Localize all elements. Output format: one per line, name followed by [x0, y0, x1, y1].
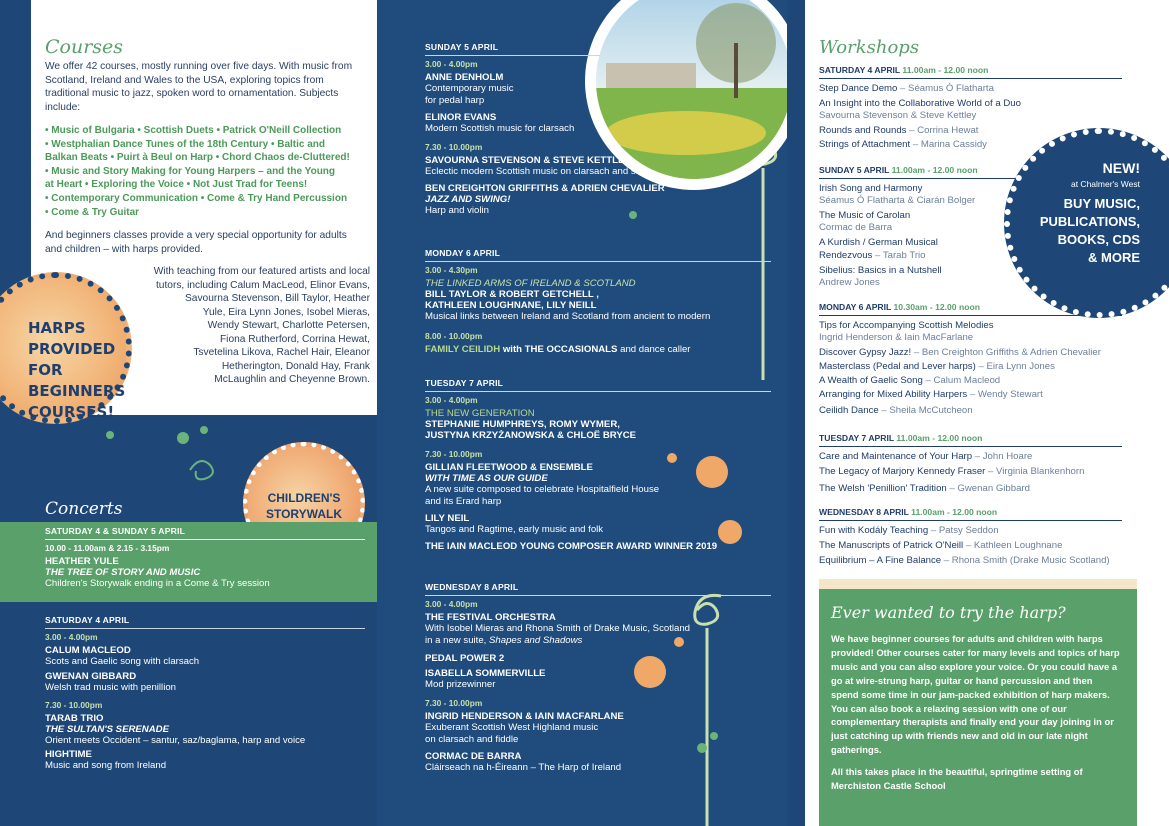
day-label: SUNDAY 5 APRIL	[819, 165, 890, 175]
description: Exuberant Scottish West Highland music	[425, 721, 599, 733]
divider	[819, 520, 1122, 521]
divider	[45, 539, 365, 540]
performer: JUSTYNA KRZYŻANOWSKA & CHLOË BRYCE	[425, 430, 637, 441]
event-name: FAMILY CEILIDH	[425, 344, 501, 356]
new-badge-text	[1020, 160, 1140, 267]
badge-line: & MORE	[1088, 250, 1140, 265]
performance-title: JAZZ AND SWING!	[425, 193, 511, 205]
subject-line: at Heart • Exploring the Voice • Not Just Trad for Teens!	[45, 179, 308, 191]
harps-badge-text	[28, 318, 138, 423]
description: on clarsach and fiddle	[425, 733, 519, 745]
day-heading: MONDAY 6 APRIL	[425, 248, 501, 258]
time: 7.30 - 10.00pm	[425, 697, 483, 708]
concert-saturday	[45, 615, 375, 772]
description: and dance caller	[617, 344, 691, 356]
performer: KATHLEEN LOUGHNANE, LILY NEILL	[425, 300, 597, 311]
performer: BEN CREIGHTON GRIFFITHS & ADRIEN CHEVALIER	[425, 182, 665, 194]
tutor: Andrew Jones	[819, 277, 880, 288]
performer: CALUM MACLEOD	[45, 645, 131, 656]
performer: ANNE DENHOLM	[425, 72, 504, 83]
try-harp-text: We have beginner courses for adults and children with harps provided! Other courses cater for many levels and topics of harp music and you can also explore your voice. Or you could have a go at wire-strung harp, guitar or hand percussion and then spend some time in our jam-packed exhibition of harp makers. You can also book a relaxing session with one of our complementary therapists and finally end your day joining in or just catching up with friends new and old in our late night gatherings.	[831, 633, 1120, 756]
tutor: – Calum Macleod	[922, 375, 1001, 386]
workshop-title: An Insight into the Collaborative World of a Duo	[819, 98, 1021, 109]
suite-title: Shapes and Shadows	[489, 635, 583, 647]
workshop-title: Fun with Kodály Teaching	[819, 525, 929, 536]
workshop-item: Tips for Accompanying Scottish Melodies	[819, 320, 994, 331]
badge-line: COURSES!	[28, 403, 115, 421]
storywalk-badge-text	[243, 490, 365, 522]
time: 7.30 - 10.00pm	[45, 700, 103, 711]
workshop-item: The Music of Carolan	[819, 210, 911, 221]
tutor: – Wendy Stewart	[967, 389, 1043, 400]
description: Welsh trad music with penillion	[45, 682, 176, 694]
workshop-item	[819, 374, 1139, 387]
day-heading	[819, 507, 1149, 517]
performer: GWENAN GIBBARD	[45, 671, 137, 683]
tutor: – Ben Creighton Griffiths & Adrien Chevalier	[911, 347, 1101, 358]
description: Scots and Gaelic song with clarsach	[45, 656, 200, 667]
day-label: WEDNESDAY 8 APRIL	[819, 507, 909, 517]
divider	[45, 628, 365, 629]
tutors-line: Savourna Stevenson, Bill Taylor, Heather	[185, 293, 370, 304]
subject-line: • Music of Bulgaria • Scottish Duets • Patrick O'Neill Collection	[45, 125, 342, 136]
performer: PEDAL POWER 2	[425, 653, 505, 665]
description: Tangos and Ragtime, early music and folk	[425, 524, 604, 536]
workshops-tuesday	[819, 433, 1139, 495]
badge-line: HARPS	[28, 319, 86, 337]
workshop-title: The Welsh 'Penillion' Tradition	[819, 483, 947, 494]
new-label: NEW!	[1102, 160, 1140, 176]
workshop-item	[819, 539, 1149, 552]
description: Children's Storywalk ending in a Come & Try session	[45, 578, 270, 589]
day-heading: SUNDAY 5 APRIL	[425, 42, 499, 52]
divider	[425, 55, 600, 56]
workshop-title: A Wealth of Gaelic Song	[819, 375, 923, 386]
badge-line: CHILDREN'S	[267, 491, 341, 505]
time: 8.00 - 10.00pm	[425, 331, 483, 342]
workshop-title: Step Dance Demo	[819, 83, 898, 94]
beginners-text: And beginners classes provide a very special opportunity for adults and children – with harps provided.	[45, 230, 347, 255]
workshop-title: Masterclass (Pedal and Lever harps)	[819, 361, 976, 372]
performer: STEPHANIE HUMPHREYS, ROMY WYMER,	[425, 419, 620, 430]
time: 10.30am - 12.00 noon	[893, 302, 980, 312]
description: Musical links between Ireland and Scotland from ancient to modern	[425, 311, 711, 322]
description: A new suite composed to celebrate Hospitalfield House	[425, 484, 660, 495]
workshop-item	[819, 524, 1149, 537]
performance-title: THE TREE OF STORY AND MUSIC	[45, 567, 201, 578]
workshop-title: The Manuscripts of Patrick O'Neill	[819, 540, 964, 551]
workshop-title: Rounds and Rounds	[819, 125, 907, 136]
ceilidh-line	[425, 344, 773, 356]
workshop-item	[819, 450, 1139, 463]
divider	[819, 446, 1122, 447]
badge-line: STORYWALK	[265, 507, 342, 521]
workshop-title: Ceilidh Dance	[819, 405, 879, 416]
time: 10.00 - 11.00am & 2.15 - 3.15pm	[45, 543, 170, 553]
performer: ELINOR EVANS	[425, 112, 497, 124]
time: 3.00 - 4.00pm	[425, 395, 478, 405]
day-heading: TUESDAY 7 APRIL	[425, 378, 504, 388]
tutor: – Kathleen Loughnane	[963, 540, 1063, 551]
tutor: Ingrid Henderson & Iain MacFarlane	[819, 332, 974, 343]
tutor: – Rhona Smith (Drake Music Scotland)	[941, 555, 1110, 566]
description: With Isobel Mieras and Rhona Smith of Drake Music, Scotland	[425, 623, 691, 634]
performer: CORMAC DE BARRA	[425, 751, 522, 763]
tutors-line: Fiona Rutherford, Corrina Hewat,	[219, 333, 370, 345]
tutors-line: Hetherington, Donald Hay, Frank	[221, 360, 370, 372]
tutors-line: With teaching from our featured artists and local	[153, 266, 370, 277]
tutors-text	[120, 265, 370, 387]
tutor: Savourna Stevenson & Steve Kettley	[819, 110, 977, 121]
day-heading: SATURDAY 4 & SUNDAY 5 APRIL	[45, 526, 186, 536]
tutor: – Séamus Ó Flatharta	[897, 83, 994, 94]
time: 7.30 - 10.00pm	[425, 141, 483, 152]
performer: LILY NEIL	[425, 513, 470, 525]
badge-line: PUBLICATIONS,	[1039, 214, 1140, 229]
tutor: Séamus Ó Flatharta & Ciarán Bolger	[819, 195, 976, 206]
badge-line: PROVIDED	[28, 340, 116, 358]
workshop-title: Equilibrium – A Fine Balance	[819, 555, 942, 566]
description: and its Erard harp	[425, 496, 502, 508]
tutor: – Corrina Hewat	[906, 125, 979, 136]
performer: with THE OCCASIONALS	[500, 344, 618, 356]
time: 3.00 - 4.00pm	[45, 632, 98, 642]
workshop-item	[819, 465, 1139, 478]
tutors-line: tutors, including Calum MacLeod, Elinor Evans,	[155, 279, 370, 291]
badge-line: BEGINNERS	[28, 382, 126, 400]
courses-intro: We offer 42 courses, mostly running over five days. With music from Scotland, Ireland and Wales to the USA, exploring topics from traditional music to jazz, spoken word to ornamentation. Subjects include:	[45, 61, 353, 113]
workshop-item	[819, 554, 1149, 567]
subject-line: Balkan Beats • Puirt à Beul on Harp • Chord Chaos de-Cluttered!	[45, 152, 350, 164]
sunday-concerts	[425, 42, 773, 217]
badge-line: BUY MUSIC,	[1063, 196, 1140, 211]
subject-line: • Music and Story Making for Young Harpers – and the Young	[45, 165, 336, 177]
performer: THE IAIN MACLEOD YOUNG COMPOSER AWARD WINNER 2019	[425, 540, 718, 552]
performer: ISABELLA SOMMERVILLE	[425, 668, 546, 680]
subject-line: • Contemporary Communication • Come & Try Hand Percussion	[45, 192, 348, 204]
workshop-item	[819, 82, 1124, 95]
badge-line: FOR	[28, 361, 63, 379]
tutor: – Marina Cassidy	[910, 139, 987, 150]
day-heading	[819, 433, 1139, 443]
workshop-item	[819, 97, 1124, 110]
description: Eclectic modern Scottish music on clarsach and sax	[425, 165, 646, 177]
performer: TARAB TRIO	[45, 713, 104, 725]
performer: HIGHTIME	[45, 748, 92, 760]
day-label: TUESDAY 7 APRIL	[819, 433, 894, 443]
day-heading: SATURDAY 4 APRIL	[45, 615, 130, 625]
description: Mod prizewinner	[425, 679, 496, 691]
workshop-title: Care and Maintenance of Your Harp	[819, 451, 973, 462]
divider	[425, 391, 771, 392]
divider	[425, 595, 771, 596]
tutor: – Sheila McCutcheon	[878, 405, 973, 416]
event-name: THE NEW GENERATION	[425, 408, 535, 419]
divider	[819, 178, 1019, 179]
wednesday-concerts	[425, 582, 773, 774]
subject-line: • Westphalian Dance Tunes of the 18th Century • Baltic and	[45, 138, 326, 150]
time: 7.30 - 10.00pm	[425, 449, 483, 459]
workshop-item: Irish Song and Harmony	[819, 183, 923, 194]
day-heading: WEDNESDAY 8 APRIL	[425, 582, 519, 592]
day-label: MONDAY 6 APRIL	[819, 302, 892, 312]
panel-edge	[787, 0, 805, 826]
time: 11.00am - 12.00 noon	[902, 65, 989, 75]
tutors-line: McLaughlin and Cheyenne Brown.	[214, 374, 370, 385]
workshop-item	[819, 360, 1139, 373]
day-heading	[819, 65, 1124, 75]
tutor: Cormac de Barra	[819, 222, 893, 233]
description	[425, 635, 773, 647]
day-label: SATURDAY 4 APRIL	[819, 65, 901, 75]
workshop-title: Strings of Attachment	[819, 139, 911, 150]
tutor: – Virginia Blankenhorn	[985, 466, 1085, 477]
description: Modern Scottish music for clarsach	[425, 123, 575, 135]
performer: SAVOURNA STEVENSON & STEVE KETTLEY	[425, 154, 631, 166]
workshop-item	[819, 404, 1139, 417]
description: Music and song from Ireland	[45, 759, 167, 771]
tutor: – Patsy Seddon	[928, 525, 999, 536]
courses-subjects	[45, 124, 370, 219]
try-harp-title: Ever wanted to try the harp?	[831, 603, 1066, 622]
location: at Chalmer's West	[1070, 179, 1140, 189]
time: 11.00am - 12.00 noon	[896, 433, 983, 443]
tutor: – Tarab Trio	[872, 250, 926, 261]
workshop-title: Discover Gypsy Jazz!	[819, 347, 912, 358]
description: Cláirseach na h-Éireann – The Harp of Ireland	[425, 762, 622, 774]
workshop-item	[819, 388, 1139, 401]
concert-sat-sun	[45, 526, 375, 590]
time: 3.00 - 4.00pm	[425, 59, 478, 69]
try-harp-setting: All this takes place in the beautiful, springtime setting of Merchiston Castle School	[831, 766, 1083, 791]
tutor: – Gwenan Gibbard	[946, 483, 1030, 494]
concerts-title: Concerts	[45, 499, 123, 519]
subject-line: • Come & Try Guitar	[45, 206, 140, 218]
workshops-wednesday	[819, 507, 1149, 567]
tutors-line: Wendy Stewart, Charlotte Petersen,	[207, 320, 370, 331]
performer: GILLIAN FLEETWOOD & ENSEMBLE	[425, 462, 593, 473]
tutors-line: Tsvetelina Likova, Rachel Hair, Eleanor	[193, 347, 370, 358]
performance-title: THE SULTAN'S SERENADE	[45, 724, 169, 736]
tutor: – Eira Lynn Jones	[975, 361, 1055, 372]
description: Contemporary music	[425, 83, 514, 94]
divider	[425, 261, 771, 262]
performance-title: WITH TIME AS OUR GUIDE	[425, 473, 548, 484]
workshop-item	[819, 346, 1139, 359]
performer: INGRID HENDERSON & IAIN MACFARLANE	[425, 710, 624, 722]
time: 3.00 - 4.30pm	[425, 265, 478, 275]
workshops-title: Workshops	[819, 37, 920, 58]
performance-title: THE LINKED ARMS OF IRELAND & SCOTLAND	[425, 278, 636, 289]
description: Orient meets Occident – santur, saz/baglama, harp and voice	[45, 735, 306, 747]
workshop-item	[819, 482, 1139, 495]
description: Harp and violin	[425, 204, 489, 216]
performer: HEATHER YULE	[45, 556, 119, 567]
performer: BILL TAYLOR & ROBERT GETCHELL ,	[425, 289, 599, 300]
workshop-item: Sibelius: Basics in a Nutshell	[819, 265, 942, 276]
courses-title: Courses	[45, 36, 124, 58]
badge-line: BOOKS, CDS	[1057, 232, 1140, 247]
time: 11.00am - 12.00 noon	[891, 165, 978, 175]
workshop-title: Rendezvous	[819, 250, 873, 261]
performer: THE FESTIVAL ORCHESTRA	[425, 612, 556, 623]
tutors-line: Yule, Eira Lynn Jones, Isobel Mieras,	[202, 306, 370, 318]
time: 3.00 - 4.00pm	[425, 599, 478, 609]
workshop-item: A Kurdish / German Musical	[819, 237, 938, 248]
workshop-title: Arranging for Mixed Ability Harpers	[819, 389, 968, 400]
description: for pedal harp	[425, 95, 485, 107]
monday-concerts	[425, 248, 773, 356]
workshops-monday	[819, 302, 1139, 417]
box-top-accent	[819, 579, 1137, 589]
time: 11.00am - 12.00 noon	[911, 507, 998, 517]
workshop-title: The Legacy of Marjory Kennedy Fraser	[819, 466, 986, 477]
tutor: – John Hoare	[972, 451, 1033, 462]
description-part: in a new suite,	[425, 635, 489, 647]
tuesday-concerts	[425, 378, 773, 552]
divider	[819, 78, 1122, 79]
